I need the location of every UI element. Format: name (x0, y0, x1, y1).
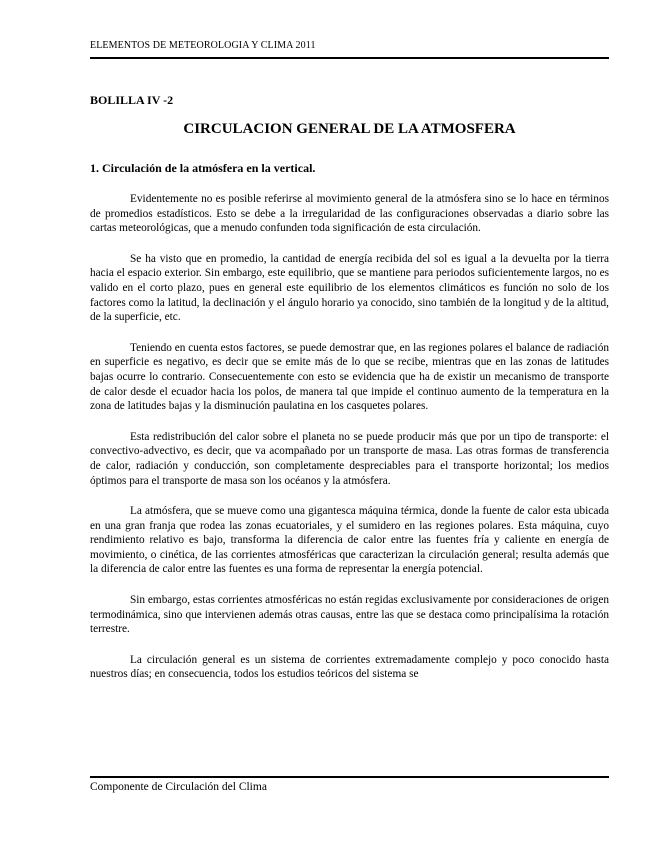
paragraph: Se ha visto que en promedio, la cantidad de energía recibida del sol es igual a la devuelta por la tierra hacia el espacio exterior. Sin embargo, este equilibrio, que se mantiene para periodos suficientemente largos, no es valido en el corto plazo, pues en general este equilibrio de los elementos climáticos es función no solo de los factores como la latitud, la declinación y el ángulo horario ya conocido, sino también de la longitud y de la altitud, de la superficie, etc. (90, 252, 609, 324)
body-text (90, 192, 609, 698)
section-heading: 1. Circulación de la atmósfera en la vertical. (90, 161, 316, 175)
running-footer: Componente de Circulación del Clima (90, 781, 267, 793)
unit-label: BOLILLA IV -2 (90, 93, 174, 107)
paragraph: Teniendo en cuenta estos factores, se puede demostrar que, en las regiones polares el balance de radiación en superficie es negativo, es decir que se emite más de lo que se recibe, mientras que en las zonas de latitudes bajas ocurre lo contrario. Consecuentemente con esto se evidencia que ha de existir un mecanismo de transporte de calor desde el ecuador hacia los polos, de manera tal que impide el continuo aumento de la temperatura en la zona de latitudes bajas y la disminución paulatina en los casquetes polares. (90, 341, 609, 413)
page-title: CIRCULACION GENERAL DE LA ATMOSFERA (183, 121, 516, 137)
header-rule (90, 57, 609, 59)
footer-rule (90, 776, 609, 778)
paragraph: Evidentemente no es posible referirse al movimiento general de la atmósfera sino se lo hace en términos de promedios estadísticos. Esto se debe a la irregularidad de las configuraciones observadas a diario sobre las cartas meteorológicas, que a menudo confunden toda significación de esta circulación. (90, 193, 609, 235)
running-header: ELEMENTOS DE METEOROLOGIA Y CLIMA 2011 (90, 40, 316, 51)
paragraph: Esta redistribución del calor sobre el planeta no se puede producir más que por un tipo de transporte: el convectivo-advectivo, es decir, que va acompañado por un transporte de masa. Las otras formas de transferencia de calor, radiación y conducción, son completamente despreciables para el transporte horizontal; los medios óptimos para el transporte de masa son los océanos y la atmósfera. (90, 430, 609, 487)
paragraph: La atmósfera, que se mueve como una gigantesca máquina térmica, donde la fuente de calor esta ubicada en una gran franja que rodea las zonas ecuatoriales, y el sumidero en las regiones polares. Esta máquina, cuyo rendimiento relativo es bajo, transforma la diferencia de calor entre las fuentes fría y caliente en energía de movimiento, o cinética, de las corrientes atmosféricas que caracterizan la circulación general; resulta además que la diferencia de calor entre las fuentes es una forma de representar la energía potencial. (90, 505, 609, 576)
paragraph: Sin embargo, estas corrientes atmosféricas no están regidas exclusivamente por consideraciones de origen termodinámica, sino que intervienen además otras causas, entre las que se destaca como principalísima la rotación terrestre. (90, 594, 609, 636)
paragraph: La circulación general es un sistema de corrientes extremadamente complejo y poco conocido hasta nuestros días; en consecuencia, todos los estudios teóricos del sistema se (90, 653, 609, 681)
